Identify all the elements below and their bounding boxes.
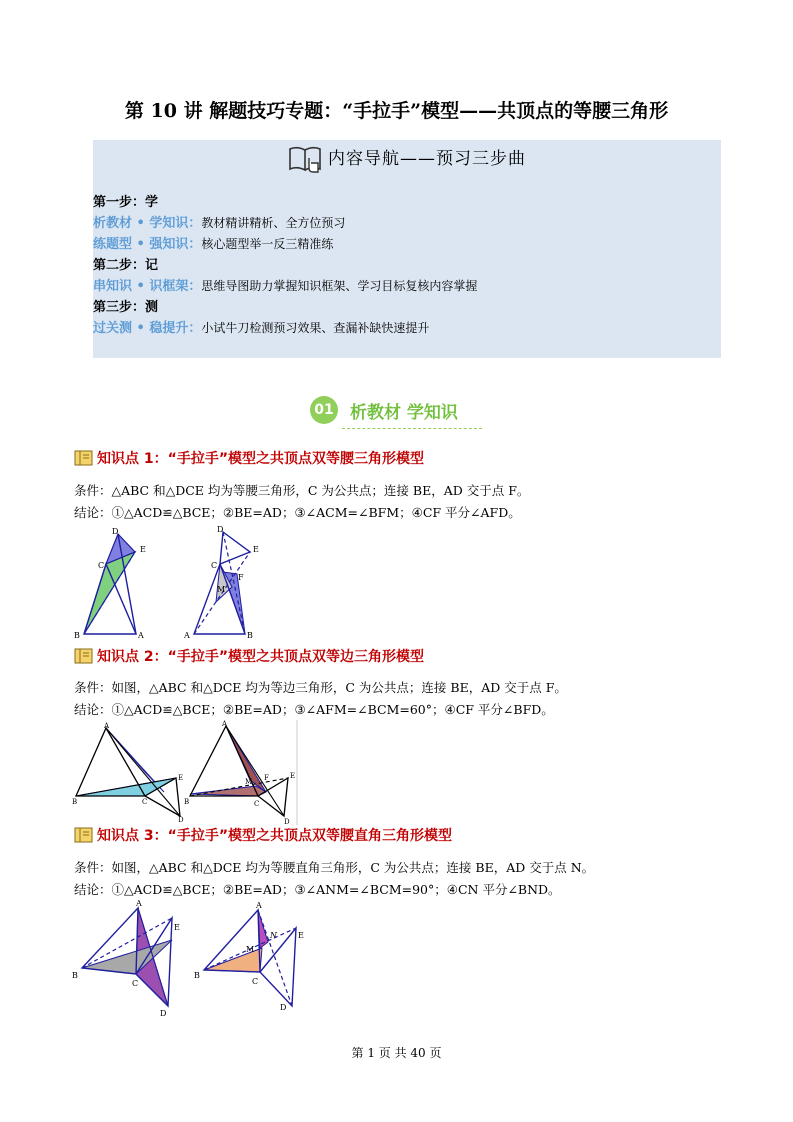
vertex-label: F <box>264 774 269 782</box>
conclusion-text: 结论：①△ACD≌△BCE；②BE=AD；③∠ANM=∠BCM=90°；④CN 平分∠BND。 <box>74 882 561 897</box>
page-footer: 第 1 页 共 40 页 <box>351 1046 442 1060</box>
vertex-label: E <box>298 931 304 940</box>
nav-item-label: 过关测 • 稳提升： <box>93 321 202 336</box>
vertex-label: N <box>270 931 277 940</box>
vertex-label: B <box>194 971 200 980</box>
vertex-label: D <box>280 1003 287 1012</box>
knowledge-point-heading <box>74 448 424 468</box>
vertex-label: C <box>211 561 218 570</box>
vertex-label: C <box>254 800 260 808</box>
vertex-label: M <box>217 585 226 594</box>
nav-lines <box>93 192 477 339</box>
nav-header-text: 内容导航——预习三步曲 <box>328 149 526 169</box>
vertex-label: B <box>74 631 80 640</box>
book-hand-icon <box>288 144 324 174</box>
nav-header <box>93 144 721 174</box>
vertex-label: A <box>104 722 110 730</box>
nav-item <box>93 213 477 234</box>
figure-3a <box>72 899 180 1018</box>
vertex-label: C <box>132 979 139 988</box>
vertex-label: D <box>284 818 290 825</box>
vertex-label: M <box>246 945 255 954</box>
vertex-label: D <box>160 1009 167 1018</box>
nav-step: 第三步：测 <box>93 300 159 315</box>
content-navigation-box <box>93 140 721 358</box>
vertex-label: C <box>252 977 259 986</box>
figure-kp3 <box>70 898 320 1023</box>
figure-1a <box>74 527 146 640</box>
condition-text: 条件：△ABC 和△DCE 均为等腰三角形，C 为公共点；连接 BE，AD 交于点 F。 <box>74 483 530 498</box>
figure-1b <box>183 525 259 640</box>
knowledge-point-title: 知识点 1：“手拉手”模型之共顶点双等腰三角形模型 <box>97 451 425 467</box>
nav-item-desc: 小试牛刀检测预习效果、查漏补缺快速提升 <box>201 321 430 335</box>
conclusion-text: 结论：①△ACD≌△BCE；②BE=AD；③∠ACM=∠BFM；④CF 平分∠AFD。 <box>74 505 521 520</box>
page-title: 第 10 讲 解题技巧专题：“手拉手”模型——共顶点的等腰三角形 <box>124 100 669 122</box>
figure-2a <box>72 722 184 824</box>
vertex-label: E <box>140 545 146 554</box>
condition-text: 条件：如图，△ABC 和△DCE 均为等边三角形，C 为公共点；连接 BE，AD 交于点 F。 <box>74 680 567 695</box>
notebook-icon <box>74 648 94 664</box>
vertex-label: M <box>245 778 253 786</box>
nav-item-label: 析教材 • 学知识： <box>93 216 202 231</box>
vertex-label: A <box>256 901 262 910</box>
vertex-label: A <box>222 720 228 728</box>
vertex-label: D <box>112 527 119 536</box>
vertex-label: A <box>138 631 144 640</box>
notebook-icon <box>74 450 94 466</box>
nav-item-desc: 教材精讲精析、全方位预习 <box>201 216 346 230</box>
knowledge-point-heading <box>74 646 424 666</box>
vertex-label: E <box>290 772 296 780</box>
nav-item-label: 练题型 • 强知识： <box>93 237 202 252</box>
figure-3b <box>194 901 304 1012</box>
vertex-label: F <box>238 573 244 582</box>
vertex-label: C <box>98 561 105 570</box>
vertex-label: B <box>72 971 78 980</box>
vertex-label: E <box>178 774 184 782</box>
section-number-badge: 01 <box>310 396 338 424</box>
nav-item-desc: 核心题型举一反三精准练 <box>201 237 334 251</box>
vertex-label: E <box>253 545 259 554</box>
section-underline <box>342 428 482 429</box>
nav-item <box>93 276 477 297</box>
notebook-icon <box>74 827 94 843</box>
conclusion-text: 结论：①△ACD≌△BCE；②BE=AD；③∠AFM=∠BCM=60°；④CF 平分∠BFD。 <box>74 702 554 717</box>
nav-item <box>93 318 477 339</box>
vertex-label: A <box>184 631 190 640</box>
nav-item <box>93 234 477 255</box>
nav-step: 第二步：记 <box>93 258 159 273</box>
knowledge-point-title: 知识点 2：“手拉手”模型之共顶点双等边三角形模型 <box>97 649 425 665</box>
vertex-label: A <box>136 899 142 908</box>
condition-text: 条件：如图，△ABC 和△DCE 均为等腰直角三角形，C 为公共点；连接 BE，AD 交于点 N。 <box>74 860 595 875</box>
knowledge-point-title: 知识点 3：“手拉手”模型之共顶点双等腰直角三角形模型 <box>97 828 453 844</box>
figure-2b <box>184 720 295 825</box>
figure-kp1 <box>70 522 270 642</box>
vertex-label: C <box>142 798 148 806</box>
figure-kp2 <box>70 720 300 825</box>
nav-item-label: 串知识 • 识框架： <box>93 279 202 294</box>
knowledge-point-heading <box>74 825 452 845</box>
vertex-label: D <box>217 525 224 534</box>
nav-item-desc: 思维导图助力掌握知识框架、学习目标复核内容掌握 <box>201 279 478 293</box>
vertex-label: B <box>247 631 253 640</box>
vertex-label: B <box>72 798 78 806</box>
nav-step: 第一步：学 <box>93 195 159 210</box>
vertex-label: B <box>184 798 190 806</box>
vertex-label: D <box>178 816 184 824</box>
vertex-label: E <box>174 923 180 932</box>
section-title: 析教材 学知识 <box>350 403 458 423</box>
